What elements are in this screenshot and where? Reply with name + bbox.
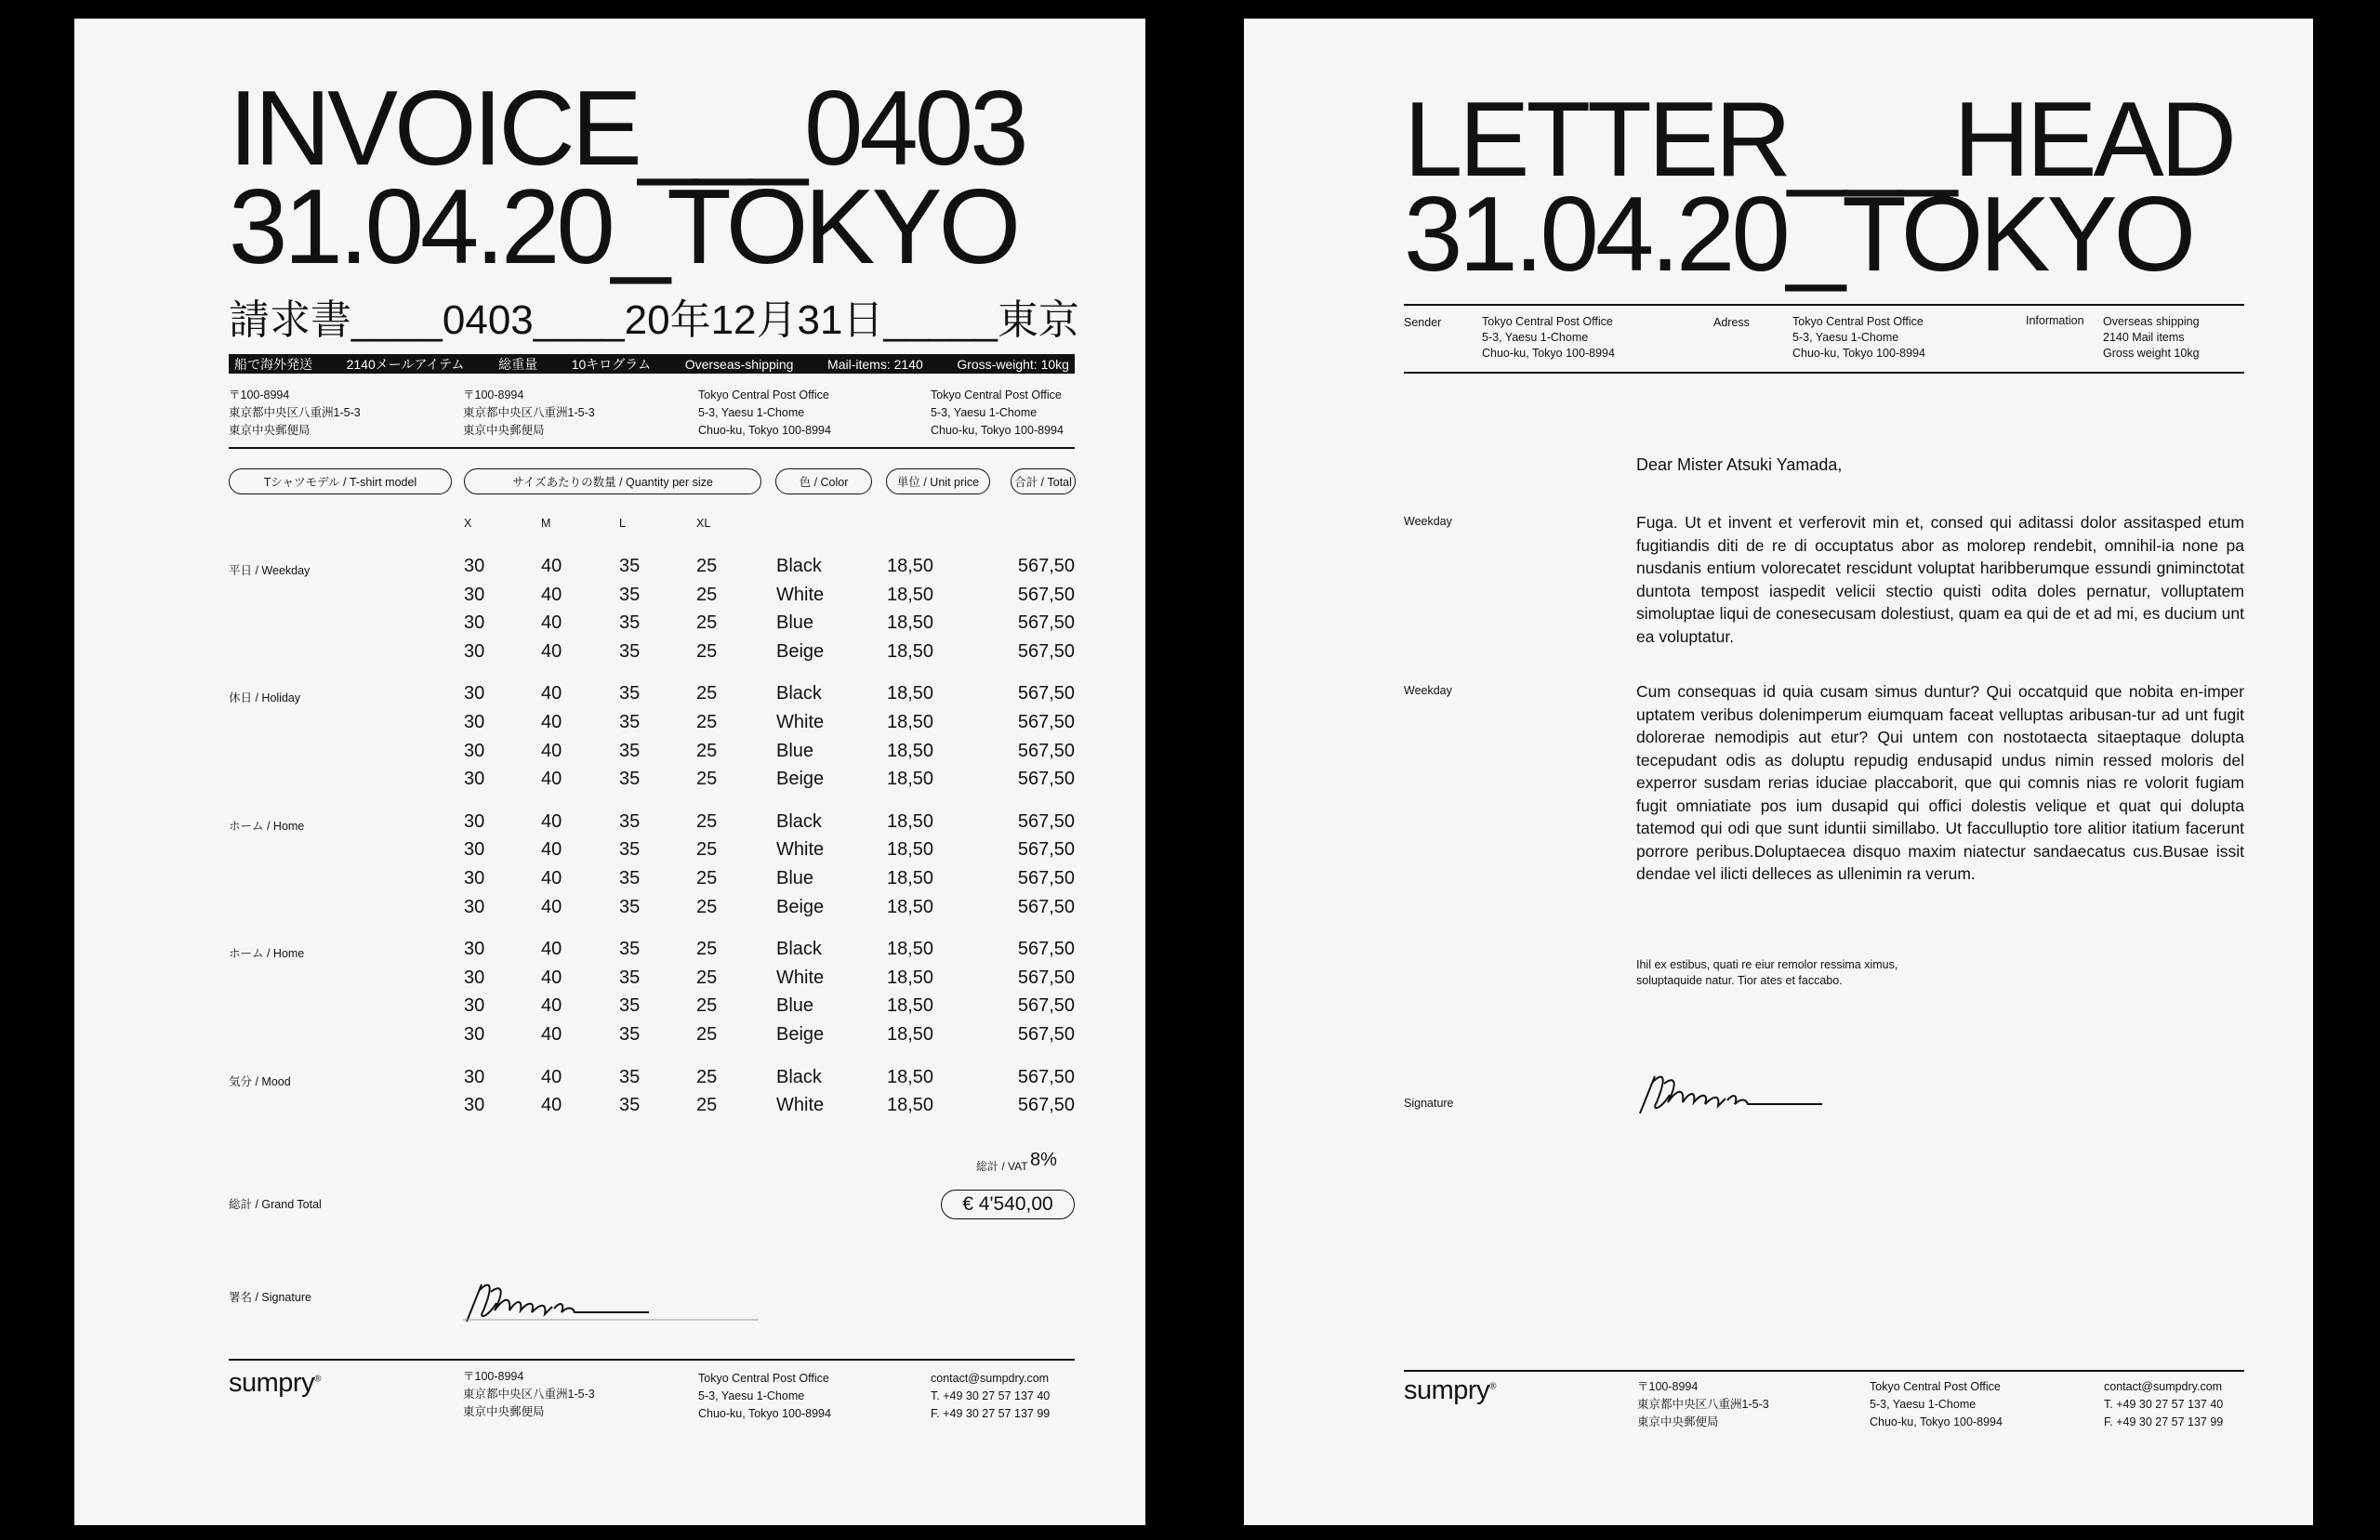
cell-qty-xl: 25 bbox=[696, 612, 718, 634]
cell-qty-xl: 25 bbox=[696, 740, 718, 761]
cell-qty-m: 40 bbox=[541, 939, 562, 960]
cell-qty-l: 35 bbox=[619, 868, 641, 888]
cell-line-total: 567,50 bbox=[1017, 810, 1075, 832]
cell-line-total: 567,50 bbox=[1017, 712, 1075, 732]
column-header-quantity: サイズあたりの数量 / Quantity per size bbox=[464, 468, 761, 494]
table-row bbox=[74, 769, 1145, 796]
cell-qty-m: 40 bbox=[541, 640, 562, 662]
cell-unit-price: 18,50 bbox=[887, 683, 934, 704]
shipping-bar-item: 10キログラム bbox=[571, 356, 652, 372]
table-row bbox=[74, 556, 1145, 584]
cell-line-total: 567,50 bbox=[1017, 967, 1075, 988]
cell-qty-m: 40 bbox=[541, 556, 562, 576]
table-row bbox=[74, 1067, 1145, 1095]
cell-color: White bbox=[776, 584, 825, 605]
cell-line-total: 567,50 bbox=[1017, 1024, 1075, 1045]
sender-value: Tokyo Central Post Office 5-3, Yaesu 1-Chome Chuo-ku, Tokyo 100-8994 bbox=[1482, 315, 1615, 360]
cell-qty-xl: 25 bbox=[696, 868, 718, 888]
table-row bbox=[74, 612, 1145, 640]
information-label: Information bbox=[2026, 314, 2084, 327]
cell-line-total: 567,50 bbox=[1017, 995, 1075, 1017]
cell-color: White bbox=[776, 712, 825, 732]
column-header-color: 色 / Color bbox=[775, 468, 872, 494]
cell-line-total: 567,50 bbox=[1017, 683, 1075, 704]
cell-qty-x: 30 bbox=[464, 584, 485, 605]
sumpry-logo: sumpry® bbox=[229, 1368, 321, 1398]
cell-unit-price: 18,50 bbox=[887, 995, 934, 1017]
table-row bbox=[74, 897, 1145, 925]
cell-unit-price: 18,50 bbox=[887, 967, 934, 988]
cell-line-total: 567,50 bbox=[1017, 584, 1075, 605]
table-row bbox=[74, 995, 1145, 1023]
footer-divider bbox=[229, 1359, 1075, 1361]
cell-qty-xl: 25 bbox=[696, 939, 718, 960]
cell-qty-xl: 25 bbox=[696, 584, 718, 605]
invoice-title: INVOICE___0403 bbox=[229, 70, 1025, 188]
cell-qty-l: 35 bbox=[619, 995, 641, 1017]
cell-line-total: 567,50 bbox=[1017, 740, 1075, 761]
cell-qty-l: 35 bbox=[619, 1095, 641, 1116]
size-header: XL bbox=[696, 517, 711, 530]
cell-qty-xl: 25 bbox=[696, 896, 718, 917]
divider bbox=[1404, 304, 2244, 306]
cell-qty-xl: 25 bbox=[696, 712, 718, 732]
cell-unit-price: 18,50 bbox=[887, 712, 934, 732]
cell-unit-price: 18,50 bbox=[887, 584, 934, 605]
cell-qty-l: 35 bbox=[619, 1066, 641, 1087]
cell-color: White bbox=[776, 967, 825, 988]
signature-image bbox=[1636, 1056, 1878, 1121]
cell-qty-x: 30 bbox=[464, 1024, 485, 1045]
cell-unit-price: 18,50 bbox=[887, 1066, 934, 1087]
cell-line-total: 567,50 bbox=[1017, 1066, 1075, 1087]
greeting: Dear Mister Atsuki Yamada, bbox=[1636, 455, 1843, 474]
table-row bbox=[74, 641, 1145, 669]
adress-label: Adress bbox=[1713, 316, 1750, 329]
shipping-bar-item: Gross-weight: 10kg bbox=[957, 356, 1069, 372]
cell-qty-m: 40 bbox=[541, 769, 562, 790]
cell-unit-price: 18,50 bbox=[887, 556, 934, 576]
cell-qty-m: 40 bbox=[541, 995, 562, 1017]
cell-qty-xl: 25 bbox=[696, 1024, 718, 1045]
cell-qty-m: 40 bbox=[541, 712, 562, 732]
cell-qty-xl: 25 bbox=[696, 640, 718, 662]
group-label: ホーム / Home bbox=[229, 819, 305, 833]
address-block: 〒100-8994 東京都中央区八重洲1-5-3 東京中央郵便局 bbox=[229, 388, 361, 437]
signature-label: Signature bbox=[1404, 1097, 1454, 1110]
cell-unit-price: 18,50 bbox=[887, 640, 934, 662]
cell-unit-price: 18,50 bbox=[887, 740, 934, 761]
cell-line-total: 567,50 bbox=[1017, 612, 1075, 634]
cell-color: Beige bbox=[776, 769, 825, 790]
address-block: 〒100-8994 東京都中央区八重洲1-5-3 東京中央郵便局 bbox=[463, 388, 595, 437]
cell-qty-xl: 25 bbox=[696, 1066, 718, 1087]
cell-qty-l: 35 bbox=[619, 683, 641, 704]
cell-qty-x: 30 bbox=[464, 810, 485, 832]
grand-total-value: € 4'540,00 bbox=[941, 1190, 1075, 1219]
cell-color: Blue bbox=[776, 995, 814, 1017]
cell-qty-xl: 25 bbox=[696, 810, 718, 832]
cell-unit-price: 18,50 bbox=[887, 769, 934, 790]
cell-qty-l: 35 bbox=[619, 712, 641, 732]
table-row bbox=[74, 683, 1145, 711]
cell-line-total: 567,50 bbox=[1017, 939, 1075, 960]
cell-qty-x: 30 bbox=[464, 839, 485, 861]
cell-qty-x: 30 bbox=[464, 995, 485, 1017]
cell-line-total: 567,50 bbox=[1017, 769, 1075, 790]
adress-value: Tokyo Central Post Office 5-3, Yaesu 1-Chome Chuo-ku, Tokyo 100-8994 bbox=[1792, 315, 1925, 360]
closing-text: Ihil ex estibus, quati re eiur remolor ressima ximus, soluptaquide natur. Tior ates et faccabo. bbox=[1636, 958, 1898, 987]
cell-qty-x: 30 bbox=[464, 712, 485, 732]
invoice-date-title: 31.04.20_TOKYO bbox=[229, 168, 1018, 286]
vat-label: 総計 / VAT bbox=[976, 1160, 1028, 1173]
cell-qty-xl: 25 bbox=[696, 769, 718, 790]
cell-color: White bbox=[776, 839, 825, 861]
divider bbox=[1404, 372, 2244, 374]
information-value: Overseas shipping 2140 Mail items Gross weight 10kg bbox=[2103, 315, 2200, 360]
grand-total-label: 総計 / Grand Total bbox=[229, 1198, 322, 1211]
cell-unit-price: 18,50 bbox=[887, 939, 934, 960]
cell-qty-l: 35 bbox=[619, 769, 641, 790]
cell-qty-x: 30 bbox=[464, 640, 485, 662]
cell-qty-l: 35 bbox=[619, 839, 641, 861]
footer-divider bbox=[1404, 1370, 2244, 1372]
table-row bbox=[74, 741, 1145, 769]
cell-color: Beige bbox=[776, 1024, 825, 1045]
shipping-bar-item: Mail-items: 2140 bbox=[827, 356, 923, 372]
group-label: 平日 / Weekday bbox=[229, 564, 311, 577]
column-header-model: Tシャツモデル / T-shirt model bbox=[229, 468, 452, 494]
group-label: 休日 / Holiday bbox=[229, 691, 301, 705]
cell-color: Blue bbox=[776, 740, 814, 761]
cell-color: Black bbox=[776, 810, 822, 832]
cell-qty-xl: 25 bbox=[696, 967, 718, 988]
paragraph-label: Weekday bbox=[1404, 515, 1452, 528]
cell-line-total: 567,50 bbox=[1017, 839, 1075, 861]
table-row bbox=[74, 811, 1145, 839]
table-row bbox=[74, 1095, 1145, 1123]
cell-qty-m: 40 bbox=[541, 584, 562, 605]
cell-qty-m: 40 bbox=[541, 683, 562, 704]
cell-color: Black bbox=[776, 1066, 822, 1087]
cell-color: Black bbox=[776, 939, 822, 960]
cell-qty-l: 35 bbox=[619, 556, 641, 576]
cell-qty-l: 35 bbox=[619, 584, 641, 605]
address-block: Tokyo Central Post Office 5-3, Yaesu 1-Chome Chuo-ku, Tokyo 100-8994 bbox=[698, 388, 831, 437]
cell-qty-x: 30 bbox=[464, 967, 485, 988]
footer-address-jp: 〒100-8994 東京都中央区八重洲1-5-3 東京中央郵便局 bbox=[463, 1370, 595, 1418]
cell-qty-m: 40 bbox=[541, 1024, 562, 1045]
cell-qty-x: 30 bbox=[464, 769, 485, 790]
cell-line-total: 567,50 bbox=[1017, 868, 1075, 888]
table-row bbox=[74, 839, 1145, 867]
footer-address-jp: 〒100-8994 東京都中央区八重洲1-5-3 東京中央郵便局 bbox=[1637, 1380, 1769, 1428]
group-label: 気分 / Mood bbox=[229, 1074, 291, 1088]
size-header: M bbox=[541, 517, 551, 530]
cell-qty-l: 35 bbox=[619, 810, 641, 832]
cell-qty-m: 40 bbox=[541, 740, 562, 761]
footer-contact: contact@sumpdry.com T. +49 30 27 57 137 40 F. +49 30 27 57 137 99 bbox=[931, 1372, 1051, 1420]
cell-qty-x: 30 bbox=[464, 556, 485, 576]
cell-unit-price: 18,50 bbox=[887, 839, 934, 861]
table-row bbox=[74, 585, 1145, 612]
letter-title: LETTER___HEAD bbox=[1404, 81, 2234, 199]
letter-date-title: 31.04.20_TOKYO bbox=[1404, 176, 2193, 294]
cell-qty-xl: 25 bbox=[696, 556, 718, 576]
footer-address-en: Tokyo Central Post Office 5-3, Yaesu 1-Chome Chuo-ku, Tokyo 100-8994 bbox=[1870, 1380, 2003, 1428]
invoice-page bbox=[74, 19, 1145, 1525]
shipping-bar-item: 船で海外発送 bbox=[234, 356, 312, 372]
letterhead-page bbox=[1244, 19, 2313, 1525]
vat-value: 8% bbox=[1030, 1150, 1057, 1170]
paragraph: Cum consequas id quia cusam simus duntur? Qui occatquid que nobita en-imper uptatem veribus dolenimperum eiumquam faceat velluptas aribusan-tur ad unt fugit dolorerae nemodipis aut etur? Qui untem con nostotaecta sitaeptaque dolupta tecepudant odis as doluptu repudig endusapid undus nimin ressed moloris del experror susdam rerias iduciae placcaborit, que qui comnis nias re volorit fugiam fugit omniatiate pos ium dusapid qui offici dolestis velique et quat qui dolupta tatemod qui odi que sunt iduntii simillabo. Ut facculluptio tore alitior itatium facerunt porrore peribus.Doluptaecea disquo maxim niatectur sandaecatus cus.Busae issit dendae vel ilicti delleces as ullenimin ra verum. bbox=[1636, 682, 2244, 883]
cell-qty-x: 30 bbox=[464, 939, 485, 960]
cell-color: Blue bbox=[776, 612, 814, 634]
signature-image bbox=[463, 1264, 760, 1329]
cell-qty-m: 40 bbox=[541, 1066, 562, 1087]
invoice-title-jp: 請求書____0403____20年12月31日_____東京 bbox=[229, 297, 1079, 343]
footer-address-en: Tokyo Central Post Office 5-3, Yaesu 1-Chome Chuo-ku, Tokyo 100-8994 bbox=[698, 1372, 831, 1420]
cell-color: Blue bbox=[776, 868, 814, 888]
table-row bbox=[74, 1024, 1145, 1052]
paragraph: Fuga. Ut et invent et verferovit min et, consed qui aditassi dolor assitasped etum fugitiandis diti de re di occuptatus abor as molorep rendebit, omnihil-ia none pa nusdanis entium volorecatet rescidunt voluptat haribberumque essundi gniminctotat duntota tempost iaspedit velicii stectio quisti odita doles pernatur, volluptatem simoluptae liqui de conesecusam dolestiust, quam ea qui de et ad mi, es ducium unt ea voluptatur. bbox=[1636, 513, 2244, 646]
cell-qty-l: 35 bbox=[619, 740, 641, 761]
table-row bbox=[74, 967, 1145, 995]
cell-qty-m: 40 bbox=[541, 810, 562, 832]
cell-qty-x: 30 bbox=[464, 1066, 485, 1087]
cell-qty-m: 40 bbox=[541, 839, 562, 861]
cell-qty-l: 35 bbox=[619, 939, 641, 960]
shipping-bar-item: 2140メールアイテム bbox=[346, 356, 465, 372]
cell-qty-m: 40 bbox=[541, 967, 562, 988]
cell-qty-x: 30 bbox=[464, 1095, 485, 1116]
size-header: L bbox=[619, 517, 626, 530]
table-row bbox=[74, 868, 1145, 896]
shipping-bar-item: 総重量 bbox=[498, 356, 538, 372]
cell-qty-l: 35 bbox=[619, 967, 641, 988]
cell-unit-price: 18,50 bbox=[887, 896, 934, 917]
cell-qty-xl: 25 bbox=[696, 839, 718, 861]
footer-contact: contact@sumpdry.com T. +49 30 27 57 137 40 F. +49 30 27 57 137 99 bbox=[2104, 1380, 2224, 1428]
paragraph-label: Weekday bbox=[1404, 684, 1452, 697]
cell-qty-xl: 25 bbox=[696, 683, 718, 704]
cell-qty-x: 30 bbox=[464, 612, 485, 634]
cell-color: White bbox=[776, 1095, 825, 1116]
cell-qty-m: 40 bbox=[541, 612, 562, 634]
cell-qty-m: 40 bbox=[541, 1095, 562, 1116]
size-header: X bbox=[464, 517, 472, 530]
cell-qty-x: 30 bbox=[464, 868, 485, 888]
cell-unit-price: 18,50 bbox=[887, 612, 934, 634]
cell-color: Black bbox=[776, 683, 822, 704]
sumpry-logo: sumpry® bbox=[1404, 1375, 1496, 1405]
group-label: ホーム / Home bbox=[229, 947, 305, 961]
address-block: Tokyo Central Post Office 5-3, Yaesu 1-Chome Chuo-ku, Tokyo 100-8994 bbox=[931, 388, 1064, 437]
cell-qty-xl: 25 bbox=[696, 1095, 718, 1116]
cell-unit-price: 18,50 bbox=[887, 868, 934, 888]
cell-unit-price: 18,50 bbox=[887, 810, 934, 832]
cell-line-total: 567,50 bbox=[1017, 1095, 1075, 1116]
table-row bbox=[74, 712, 1145, 740]
signature-label: 署名 / Signature bbox=[229, 1291, 311, 1304]
shipping-bar-item: Overseas-shipping bbox=[684, 356, 794, 372]
cell-qty-x: 30 bbox=[464, 896, 485, 917]
cell-line-total: 567,50 bbox=[1017, 556, 1075, 576]
cell-unit-price: 18,50 bbox=[887, 1024, 934, 1045]
column-header-unit-price: 単位 / Unit price bbox=[886, 468, 990, 494]
cell-qty-x: 30 bbox=[464, 740, 485, 761]
cell-color: Beige bbox=[776, 640, 825, 662]
table-row bbox=[74, 939, 1145, 967]
cell-color: Black bbox=[776, 556, 822, 576]
cell-qty-m: 40 bbox=[541, 896, 562, 917]
sender-label: Sender bbox=[1404, 316, 1442, 329]
cell-qty-x: 30 bbox=[464, 683, 485, 704]
cell-line-total: 567,50 bbox=[1017, 640, 1075, 662]
cell-qty-l: 35 bbox=[619, 640, 641, 662]
cell-qty-l: 35 bbox=[619, 1024, 641, 1045]
cell-color: Beige bbox=[776, 896, 825, 917]
cell-unit-price: 18,50 bbox=[887, 1095, 934, 1116]
cell-qty-m: 40 bbox=[541, 868, 562, 888]
cell-qty-l: 35 bbox=[619, 612, 641, 634]
cell-line-total: 567,50 bbox=[1017, 896, 1075, 917]
cell-qty-l: 35 bbox=[619, 896, 641, 917]
cell-qty-xl: 25 bbox=[696, 995, 718, 1017]
column-header-total: 合計 / Total bbox=[1011, 468, 1076, 494]
